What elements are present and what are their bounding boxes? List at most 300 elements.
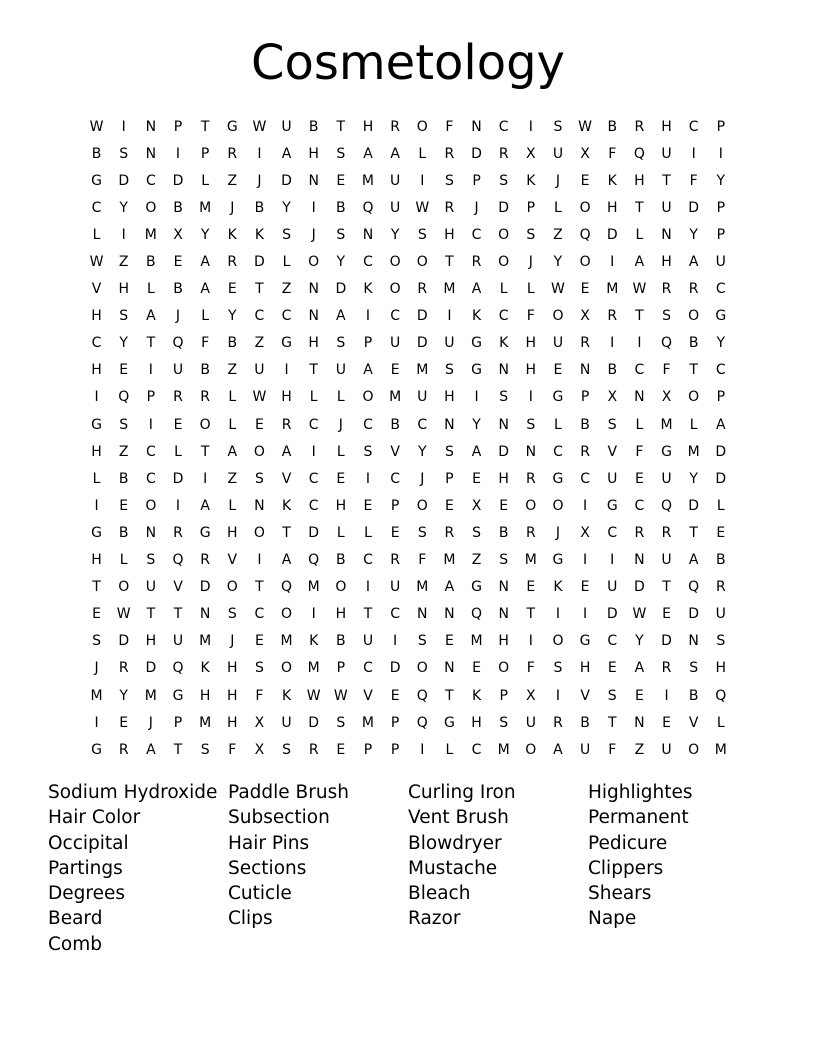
- grid-letter: O: [362, 389, 374, 406]
- grid-letter: E: [499, 497, 509, 514]
- grid-letter: Q: [416, 687, 428, 704]
- grid-letter: P: [390, 741, 400, 758]
- grid-letter: I: [121, 226, 126, 243]
- grid-letter: L: [716, 497, 725, 514]
- grid-letter: O: [389, 254, 401, 271]
- grid-letter: Q: [172, 335, 184, 352]
- grid-letter: O: [498, 254, 510, 271]
- grid-letter: Q: [118, 389, 130, 406]
- grid-letter: A: [471, 281, 482, 298]
- grid-letter: L: [282, 254, 291, 271]
- grid-letter: B: [336, 552, 346, 569]
- grid-letter: Z: [227, 470, 238, 487]
- grid-row: [83, 601, 735, 628]
- grid-letter: U: [389, 172, 401, 189]
- grid-letter: B: [580, 714, 590, 731]
- grid-letter: H: [579, 660, 591, 677]
- grid-letter: H: [91, 552, 102, 569]
- grid-letter: E: [119, 497, 129, 514]
- grid-letter: K: [553, 579, 563, 596]
- grid-letter: C: [498, 308, 509, 325]
- word-search-grid: [83, 113, 735, 763]
- grid-letter: C: [91, 199, 102, 216]
- grid-letter: I: [420, 172, 425, 189]
- grid-letter: J: [311, 226, 316, 243]
- grid-letter: P: [173, 714, 183, 731]
- word-list-item: Beard: [48, 908, 103, 930]
- grid-letter: O: [688, 308, 700, 325]
- grid-letter: I: [311, 606, 316, 623]
- word-list-item: Curling Iron: [408, 782, 516, 803]
- grid-letter: A: [227, 443, 238, 460]
- grid-letter: P: [716, 226, 726, 243]
- grid-letter: B: [227, 335, 238, 352]
- grid-row: [83, 330, 735, 357]
- word-list-item: Pedicure: [588, 832, 668, 854]
- grid-letter: T: [635, 199, 644, 216]
- grid-letter: A: [200, 281, 210, 298]
- grid-letter: E: [254, 633, 264, 650]
- grid-letter: I: [365, 308, 371, 325]
- grid-letter: E: [472, 470, 481, 487]
- grid-letter: T: [635, 308, 644, 325]
- grid-letter: B: [118, 470, 129, 487]
- grid-letter: T: [689, 362, 698, 379]
- grid-letter: O: [552, 633, 564, 650]
- grid-letter: N: [498, 579, 509, 596]
- grid-letter: L: [336, 524, 345, 541]
- word-list-item: Shears: [588, 883, 652, 905]
- grid-letter: M: [280, 633, 293, 650]
- grid-letter: H: [498, 633, 509, 650]
- grid-letter: E: [227, 281, 237, 298]
- grid-letter: I: [284, 362, 289, 379]
- grid-letter: P: [173, 118, 183, 135]
- grid-letter: E: [580, 281, 590, 298]
- grid-letter: X: [526, 687, 536, 704]
- grid-letter: U: [389, 199, 401, 216]
- grid-letter: G: [91, 416, 102, 433]
- grid-letter: Y: [227, 308, 237, 325]
- grid-letter: P: [580, 389, 590, 406]
- grid-letter: B: [390, 416, 400, 433]
- grid-letter: T: [689, 524, 698, 541]
- grid-letter: S: [607, 416, 617, 433]
- grid-letter: B: [607, 362, 618, 379]
- grid-letter: E: [336, 470, 346, 487]
- grid-letter: D: [118, 172, 130, 189]
- grid-letter: P: [363, 335, 373, 352]
- grid-letter: G: [91, 741, 102, 758]
- grid-letter: U: [389, 335, 401, 352]
- grid-letter: N: [525, 443, 537, 460]
- grid-letter: M: [416, 362, 429, 379]
- grid-letter: R: [227, 145, 238, 162]
- grid-letter: C: [417, 416, 428, 433]
- grid-letter: N: [471, 118, 482, 135]
- grid-letter: D: [416, 335, 428, 352]
- grid-letter: Z: [227, 362, 238, 379]
- grid-letter: T: [309, 362, 318, 379]
- grid-letter: D: [471, 145, 482, 162]
- grid-letter: E: [336, 172, 346, 189]
- grid-letter: U: [444, 335, 455, 352]
- grid-letter: O: [145, 199, 157, 216]
- grid-letter: E: [580, 579, 590, 596]
- grid-letter: D: [145, 660, 157, 677]
- grid-letter: O: [308, 254, 320, 271]
- grid-letter: P: [472, 172, 481, 189]
- grid-letter: S: [553, 118, 563, 135]
- grid-letter: T: [607, 714, 617, 731]
- grid-letter: P: [363, 741, 373, 758]
- grid-letter: N: [254, 497, 265, 514]
- grid-letter: D: [606, 606, 618, 623]
- grid-letter: O: [281, 606, 293, 623]
- grid-letter: P: [716, 389, 726, 406]
- grid-letter: T: [92, 579, 101, 596]
- grid-letter: L: [228, 389, 237, 406]
- grid-letter: R: [444, 145, 455, 162]
- grid-letter: N: [444, 416, 455, 433]
- grid-letter: R: [390, 118, 400, 135]
- grid-letter: J: [555, 172, 561, 189]
- grid-letter: N: [145, 118, 157, 135]
- grid-letter: L: [228, 416, 237, 433]
- grid-letter: H: [199, 687, 211, 704]
- grid-letter: I: [583, 606, 588, 623]
- grid-letter: A: [553, 741, 563, 758]
- grid-letter: I: [365, 470, 371, 487]
- grid-letter: S: [227, 606, 237, 623]
- grid-letter: O: [688, 389, 700, 406]
- grid-letter: O: [389, 281, 401, 298]
- grid-letter: W: [578, 118, 593, 135]
- grid-letter: T: [336, 118, 346, 135]
- grid-letter: W: [252, 118, 267, 135]
- grid-letter: F: [255, 687, 264, 704]
- grid-letter: C: [254, 606, 265, 623]
- grid-letter: O: [416, 118, 428, 135]
- grid-letter: L: [201, 308, 210, 325]
- grid-letter: R: [661, 524, 672, 541]
- grid-letter: W: [306, 687, 321, 704]
- grid-letter: V: [173, 579, 183, 596]
- grid-letter: P: [390, 714, 400, 731]
- grid-letter: U: [281, 118, 292, 135]
- grid-letter: L: [689, 416, 698, 433]
- grid-letter: S: [499, 714, 509, 731]
- grid-letter: H: [525, 362, 537, 379]
- grid-letter: E: [444, 633, 454, 650]
- grid-row: [83, 655, 735, 682]
- grid-letter: M: [443, 281, 456, 298]
- grid-letter: R: [118, 660, 129, 677]
- grid-letter: H: [145, 633, 157, 650]
- grid-letter: X: [526, 145, 536, 162]
- grid-letter: Q: [688, 579, 700, 596]
- grid-letter: I: [175, 145, 181, 162]
- grid-row: [83, 519, 735, 546]
- grid-letter: H: [308, 145, 319, 162]
- grid-letter: P: [146, 389, 156, 406]
- grid-letter: R: [308, 741, 319, 758]
- grid-letter: Z: [471, 552, 482, 569]
- grid-letter: A: [200, 254, 210, 271]
- grid-letter: X: [173, 226, 183, 243]
- grid-letter: C: [91, 335, 102, 352]
- grid-letter: D: [715, 443, 727, 460]
- grid-letter: Q: [172, 660, 184, 677]
- grid-letter: M: [361, 714, 375, 731]
- grid-letter: A: [281, 552, 292, 569]
- grid-letter: O: [552, 497, 564, 514]
- grid-letter: J: [474, 199, 479, 216]
- grid-letter: N: [498, 606, 509, 623]
- grid-letter: C: [553, 443, 563, 460]
- grid-letter: I: [203, 470, 208, 487]
- grid-letter: E: [336, 741, 346, 758]
- grid-row: [83, 167, 735, 194]
- grid-letter: O: [416, 497, 428, 514]
- grid-letter: U: [362, 633, 374, 650]
- grid-letter: Y: [119, 199, 128, 216]
- grid-letter: L: [364, 524, 372, 541]
- grid-letter: H: [91, 308, 102, 325]
- grid-letter: L: [716, 714, 725, 731]
- grid-letter: M: [389, 389, 402, 406]
- grid-letter: D: [335, 281, 347, 298]
- grid-letter: B: [607, 118, 618, 135]
- grid-letter: J: [338, 416, 343, 433]
- grid-letter: U: [661, 741, 672, 758]
- grid-letter: M: [687, 443, 700, 460]
- grid-letter: N: [498, 416, 509, 433]
- grid-row: [83, 384, 735, 411]
- grid-row: [83, 140, 735, 167]
- grid-letter: B: [336, 199, 346, 216]
- grid-letter: U: [715, 606, 726, 623]
- grid-letter: N: [199, 606, 211, 623]
- grid-letter: W: [632, 606, 647, 623]
- grid-letter: C: [308, 497, 319, 514]
- grid-letter: G: [579, 633, 591, 650]
- grid-letter: C: [471, 741, 482, 758]
- grid-letter: D: [498, 443, 510, 460]
- grid-letter: H: [661, 118, 672, 135]
- grid-letter: G: [552, 389, 564, 406]
- grid-letter: D: [416, 308, 428, 325]
- grid-letter: G: [471, 579, 482, 596]
- grid-letter: I: [528, 633, 533, 650]
- grid-letter: O: [525, 497, 537, 514]
- grid-letter: N: [308, 308, 319, 325]
- grid-letter: G: [471, 362, 482, 379]
- grid-letter: U: [145, 579, 156, 596]
- grid-letter: Z: [553, 226, 563, 243]
- grid-letter: C: [363, 254, 373, 271]
- grid-letter: C: [363, 660, 373, 677]
- grid-letter: E: [390, 362, 400, 379]
- grid-letter: A: [471, 443, 482, 460]
- grid-letter: S: [119, 145, 129, 162]
- grid-letter: H: [118, 281, 129, 298]
- grid-letter: C: [715, 362, 726, 379]
- grid-letter: E: [119, 714, 129, 731]
- grid-letter: L: [526, 281, 535, 298]
- grid-letter: D: [254, 254, 265, 271]
- word-list-item: Paddle Brush: [228, 782, 349, 803]
- grid-letter: O: [416, 660, 428, 677]
- grid-letter: E: [472, 660, 481, 677]
- grid-letter: O: [552, 308, 564, 325]
- grid-letter: N: [308, 172, 319, 189]
- grid-letter: Y: [119, 335, 128, 352]
- grid-letter: H: [498, 470, 509, 487]
- grid-letter: I: [94, 714, 99, 731]
- grid-letter: N: [444, 660, 455, 677]
- grid-letter: L: [635, 416, 644, 433]
- grid-letter: U: [661, 145, 672, 162]
- grid-letter: C: [607, 633, 618, 650]
- grid-letter: S: [282, 226, 291, 243]
- grid-letter: P: [499, 687, 508, 704]
- grid-letter: I: [148, 416, 153, 433]
- grid-letter: L: [445, 741, 454, 758]
- grid-letter: N: [688, 633, 699, 650]
- grid-letter: V: [607, 443, 618, 460]
- grid-letter: W: [632, 281, 647, 298]
- grid-letter: K: [200, 660, 210, 677]
- grid-letter: B: [308, 118, 319, 135]
- grid-letter: S: [282, 741, 291, 758]
- grid-letter: N: [661, 226, 672, 243]
- grid-letter: H: [634, 172, 645, 189]
- grid-letter: B: [200, 362, 210, 379]
- grid-letter: U: [254, 362, 265, 379]
- grid-row: [83, 492, 735, 519]
- grid-letter: T: [445, 254, 454, 271]
- word-list-item: Bleach: [408, 883, 471, 905]
- grid-letter: I: [365, 579, 371, 596]
- grid-letter: F: [689, 172, 698, 189]
- grid-letter: N: [417, 606, 428, 623]
- grid-letter: R: [227, 254, 238, 271]
- grid-letter: G: [281, 335, 292, 352]
- grid-letter: E: [173, 416, 183, 433]
- grid-letter: I: [664, 687, 669, 704]
- grid-letter: E: [662, 714, 671, 731]
- grid-letter: A: [363, 362, 373, 379]
- grid-letter: H: [471, 714, 482, 731]
- grid-letter: I: [420, 741, 425, 758]
- grid-letter: Q: [661, 497, 673, 514]
- grid-letter: U: [661, 199, 672, 216]
- grid-letter: T: [662, 579, 671, 596]
- grid-letter: U: [335, 362, 346, 379]
- grid-letter: M: [497, 741, 510, 758]
- grid-letter: D: [606, 226, 618, 243]
- grid-letter: U: [715, 254, 726, 271]
- grid-row: [83, 221, 735, 248]
- grid-letter: A: [444, 579, 455, 596]
- grid-letter: E: [254, 416, 264, 433]
- grid-letter: R: [634, 524, 645, 541]
- grid-letter: R: [688, 281, 699, 298]
- grid-letter: I: [257, 145, 262, 162]
- grid-letter: D: [688, 606, 700, 623]
- grid-letter: I: [94, 497, 99, 514]
- grid-letter: Q: [281, 579, 293, 596]
- grid-letter: L: [418, 145, 427, 162]
- grid-letter: S: [444, 362, 454, 379]
- grid-letter: I: [610, 254, 615, 271]
- grid-letter: U: [552, 145, 564, 162]
- grid-letter: Z: [118, 254, 129, 271]
- grid-letter: M: [199, 199, 212, 216]
- grid-letter: Q: [633, 145, 645, 162]
- grid-letter: D: [715, 470, 727, 487]
- grid-letter: H: [606, 199, 618, 216]
- grid-letter: W: [89, 118, 104, 135]
- grid-letter: U: [552, 335, 564, 352]
- grid-letter: D: [118, 633, 130, 650]
- grid-letter: H: [444, 389, 455, 406]
- grid-letter: P: [200, 145, 210, 162]
- grid-letter: H: [227, 687, 238, 704]
- grid-letter: Y: [336, 254, 346, 271]
- grid-letter: B: [173, 199, 183, 216]
- grid-letter: T: [200, 118, 210, 135]
- grid-letter: S: [689, 660, 699, 677]
- grid-letter: N: [444, 606, 455, 623]
- grid-letter: Q: [416, 714, 428, 731]
- grid-letter: I: [583, 497, 588, 514]
- grid-letter: H: [444, 226, 455, 243]
- grid-letter: F: [526, 308, 535, 325]
- grid-letter: C: [715, 281, 726, 298]
- grid-letter: O: [281, 660, 293, 677]
- grid-row: [83, 547, 735, 574]
- grid-letter: N: [308, 281, 319, 298]
- grid-letter: F: [418, 552, 427, 569]
- grid-letter: R: [200, 552, 210, 569]
- grid-letter: G: [443, 714, 455, 731]
- grid-letter: G: [715, 308, 727, 325]
- grid-letter: M: [90, 687, 103, 704]
- grid-row: [83, 465, 735, 492]
- grid-letter: M: [144, 226, 157, 243]
- grid-letter: Y: [716, 335, 726, 352]
- grid-row: [83, 303, 735, 330]
- grid-letter: S: [499, 172, 509, 189]
- grid-letter: R: [580, 443, 590, 460]
- grid-row: [83, 248, 735, 275]
- word-list-item: Nape: [588, 908, 637, 930]
- grid-letter: Y: [716, 172, 726, 189]
- grid-letter: B: [118, 524, 129, 541]
- grid-letter: L: [499, 281, 508, 298]
- grid-letter: A: [281, 443, 292, 460]
- grid-letter: P: [716, 199, 726, 216]
- grid-letter: S: [336, 226, 346, 243]
- grid-letter: C: [390, 308, 400, 325]
- grid-letter: W: [333, 687, 348, 704]
- grid-letter: X: [580, 145, 590, 162]
- grid-letter: S: [417, 633, 427, 650]
- grid-letter: C: [145, 172, 156, 189]
- grid-letter: D: [688, 199, 700, 216]
